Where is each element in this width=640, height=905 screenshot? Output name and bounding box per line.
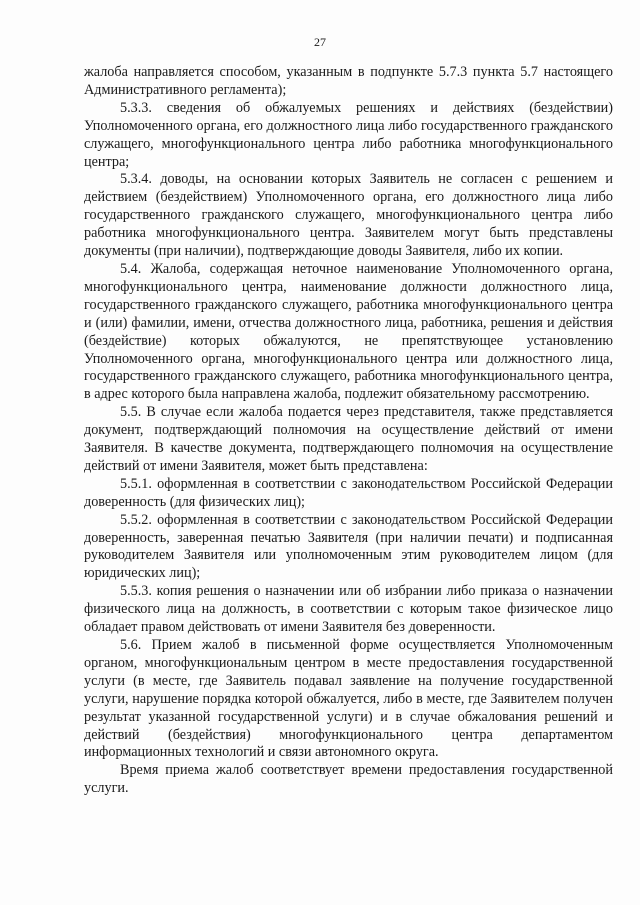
- paragraph-5-5-2: 5.5.2. оформленная в соответствии с законодательством Российской Федерации доверенность, заверенная печатью Заявителя (при наличии печати) и подписанная руководителем Заявителя или уполномоченным этим руководителем лицом (для юридических лиц);: [84, 511, 613, 582]
- paragraph-5-6: 5.6. Прием жалоб в письменной форме осуществляется Уполномоченным органом, многофункциональным центром в месте предоставления государственной услуги (в месте, где Заявитель подавал заявление на получение государственной услуги, нарушение порядка которой обжалуется, либо в месте, где Заявителем получен результат указанной государственной услуги) и в случае обжалования решений и действий (бездействия) многофункционального центра департаментом информационных технологий и связи автономного округа.: [84, 637, 613, 761]
- page-number: 27: [314, 35, 326, 49]
- paragraph-5-3-3: 5.3.3. сведения об обжалуемых решениях и действиях (бездействии) Уполномоченного органа, его должностного лица либо государственного гражданского служащего, многофункционального центра либо работника многофункционального центра;: [84, 99, 613, 170]
- paragraph-5-4: 5.4. Жалоба, содержащая неточное наименование Уполномоченного органа, многофункционального центра, наименование должности должностного лица, государственного гражданского служащего, работника многофункционального центра и (или) фамилии, имени, отчества должностного лица, работника, решения и действия (бездействие) которых обжалуются, не препятствующее установлению Уполномоченного органа, многофункционального центра или должностного лица, государственного гражданского служащего, работника многофункционального центра, в адрес которого была направлена жалоба, подлежит обязательному рассмотрению.: [84, 260, 613, 403]
- paragraph-5-5-1: 5.5.1. оформленная в соответствии с законодательством Российской Федерации доверенность (для физических лиц);: [84, 475, 613, 510]
- paragraph-reception-time: Время приема жалоб соответствует времени предоставления государственной услуги.: [84, 762, 613, 797]
- document-body: [84, 64, 613, 798]
- paragraph-5-3-4: 5.3.4. доводы, на основании которых Заявитель не согласен с решением и действием (бездействием) Уполномоченного органа, его должностного лица либо государственного гражданского служащего, многофункционального центра либо работника многофункционального центра. Заявителем могут быть представлены документы (при наличии), подтверждающие доводы Заявителя, либо их копии.: [84, 171, 613, 260]
- paragraph-complaint-method: жалоба направляется способом, указанным в подпункте 5.7.3 пункта 5.7 настоящего Административного регламента);: [84, 64, 613, 98]
- paragraph-5-5-3: 5.5.3. копия решения о назначении или об избрании либо приказа о назначении физического лица на должность, в соответствии с которым такое физическое лицо обладает правом действовать от имени Заявителя без доверенности.: [84, 583, 613, 636]
- paragraph-5-5: 5.5. В случае если жалоба подается через представителя, также представляется документ, подтверждающий полномочия на осуществление действий от имени Заявителя. В качестве документа, подтверждающего полномочия на осуществление действий от имени Заявителя, может быть представлена:: [84, 404, 613, 474]
